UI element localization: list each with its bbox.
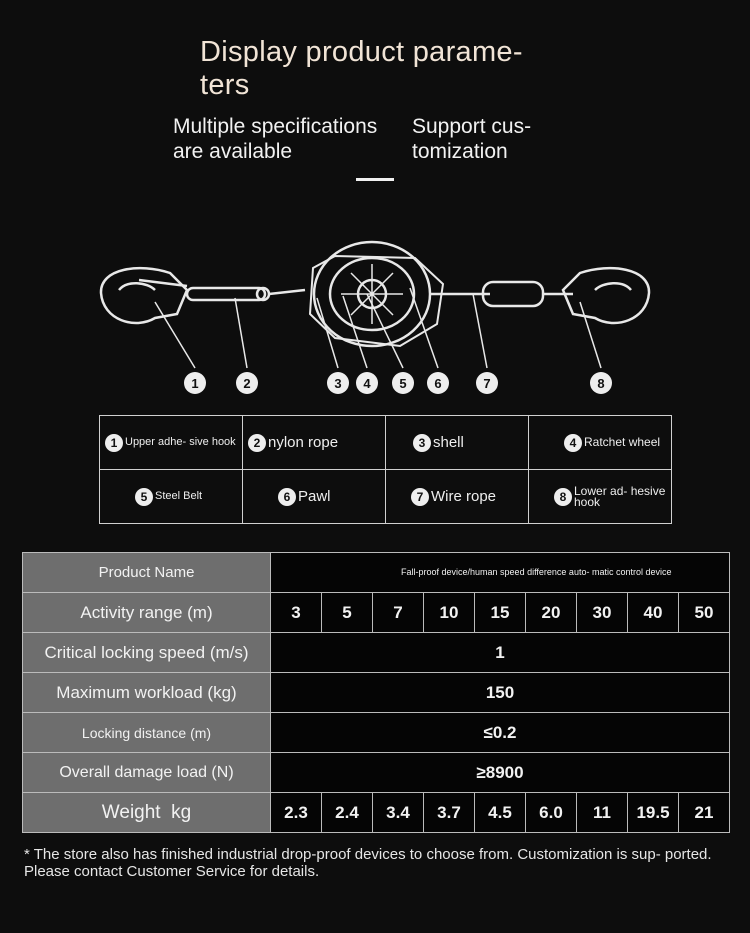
weight-value: 21: [679, 793, 730, 833]
part-label: Lower ad- hesive hook: [574, 483, 666, 509]
activity-value: 15: [475, 593, 526, 633]
svg-text:2: 2: [243, 376, 251, 391]
part-number: 4: [564, 434, 582, 452]
part-pawl: [243, 470, 386, 524]
callout-6: [427, 372, 449, 394]
locking-distance-value: ≤0.2: [271, 713, 730, 753]
table-row: [23, 793, 730, 833]
part-number: 6: [278, 488, 296, 506]
activity-value: 50: [679, 593, 730, 633]
locking-speed-value: 1: [271, 633, 730, 673]
callout-3: [327, 372, 349, 394]
part-label: nylon rope: [268, 434, 339, 451]
part-number: 2: [248, 434, 266, 452]
part-ratchet-wheel: [529, 416, 672, 470]
part-number: 7: [411, 488, 429, 506]
workload-value: 150: [271, 673, 730, 713]
weight-label: Weight kg: [23, 793, 271, 833]
part-label: Wire rope: [431, 488, 497, 505]
activity-value: 20: [526, 593, 577, 633]
activity-value: 30: [577, 593, 628, 633]
svg-text:1: 1: [191, 376, 199, 391]
footnote: * The store also has finished industrial drop-proof devices to choose from. Customization is sup- ported. Please contact Customer Service for details.: [24, 846, 712, 880]
activity-value: 3: [271, 593, 322, 633]
weight-value: 3.4: [373, 793, 424, 833]
callout-5: [392, 372, 414, 394]
weight-value: 2.4: [322, 793, 373, 833]
activity-value: 7: [373, 593, 424, 633]
part-wire-rope: [386, 470, 529, 524]
weight-value: 4.5: [475, 793, 526, 833]
part-label: Upper adhe- sive hook: [125, 436, 236, 448]
part-label: Ratchet wheel: [584, 435, 661, 449]
activity-range-label: Activity range (m): [23, 593, 271, 633]
table-row: [23, 673, 730, 713]
title-divider: [356, 178, 394, 181]
table-row: [23, 713, 730, 753]
part-shell: [386, 416, 529, 470]
part-number: 3: [413, 434, 431, 452]
part-lower-hook: [529, 470, 672, 524]
locking-distance-label: Locking distance (m): [23, 713, 271, 753]
callout-2: [236, 372, 258, 394]
lower-hook-shape: [563, 268, 649, 323]
spec-table: [22, 552, 730, 833]
damage-load-value: ≥8900: [271, 753, 730, 793]
weight-value: 11: [577, 793, 628, 833]
page-title: Display product parame- ters: [200, 36, 523, 101]
part-number: 8: [554, 488, 572, 506]
product-name-label: Product Name: [23, 553, 271, 593]
callout-8: [590, 372, 612, 394]
callout-4: [356, 372, 378, 394]
workload-label: Maximum workload (kg): [23, 673, 271, 713]
subtitle-customization: Support cus- tomization: [412, 115, 532, 163]
locking-speed-label: Critical locking speed (m/s): [23, 633, 271, 673]
svg-text:8: 8: [597, 376, 605, 391]
table-row: [23, 593, 730, 633]
table-row: [23, 633, 730, 673]
product-name-value: Fall-proof device/human speed difference auto- matic control device: [271, 553, 730, 593]
svg-text:6: 6: [434, 376, 442, 391]
subtitle-specifications: Multiple specifications are available: [173, 115, 378, 163]
part-number: 1: [105, 434, 123, 452]
part-nylon-rope: [243, 416, 386, 470]
upper-hook-shape: [101, 268, 187, 323]
part-label: Steel Belt: [155, 490, 203, 502]
svg-text:5: 5: [399, 376, 407, 391]
svg-text:3: 3: [334, 376, 342, 391]
activity-value: 10: [424, 593, 475, 633]
svg-text:7: 7: [483, 376, 491, 391]
part-number: 5: [135, 488, 153, 506]
svg-text:4: 4: [363, 376, 371, 391]
activity-value: 5: [322, 593, 373, 633]
callout-1: [184, 372, 206, 394]
parts-legend: [99, 415, 672, 524]
weight-value: 3.7: [424, 793, 475, 833]
callout-7: [476, 372, 498, 394]
part-upper-hook: [100, 416, 243, 470]
activity-value: 40: [628, 593, 679, 633]
part-steel-belt: [100, 470, 243, 524]
weight-value: 6.0: [526, 793, 577, 833]
table-row: [23, 753, 730, 793]
weight-value: 2.3: [271, 793, 322, 833]
table-row: [23, 553, 730, 593]
damage-load-label: Overall damage load (N): [23, 753, 271, 793]
part-label: shell: [433, 434, 464, 451]
weight-value: 19.5: [628, 793, 679, 833]
product-diagram: [95, 228, 655, 403]
part-label: Pawl: [298, 488, 331, 505]
